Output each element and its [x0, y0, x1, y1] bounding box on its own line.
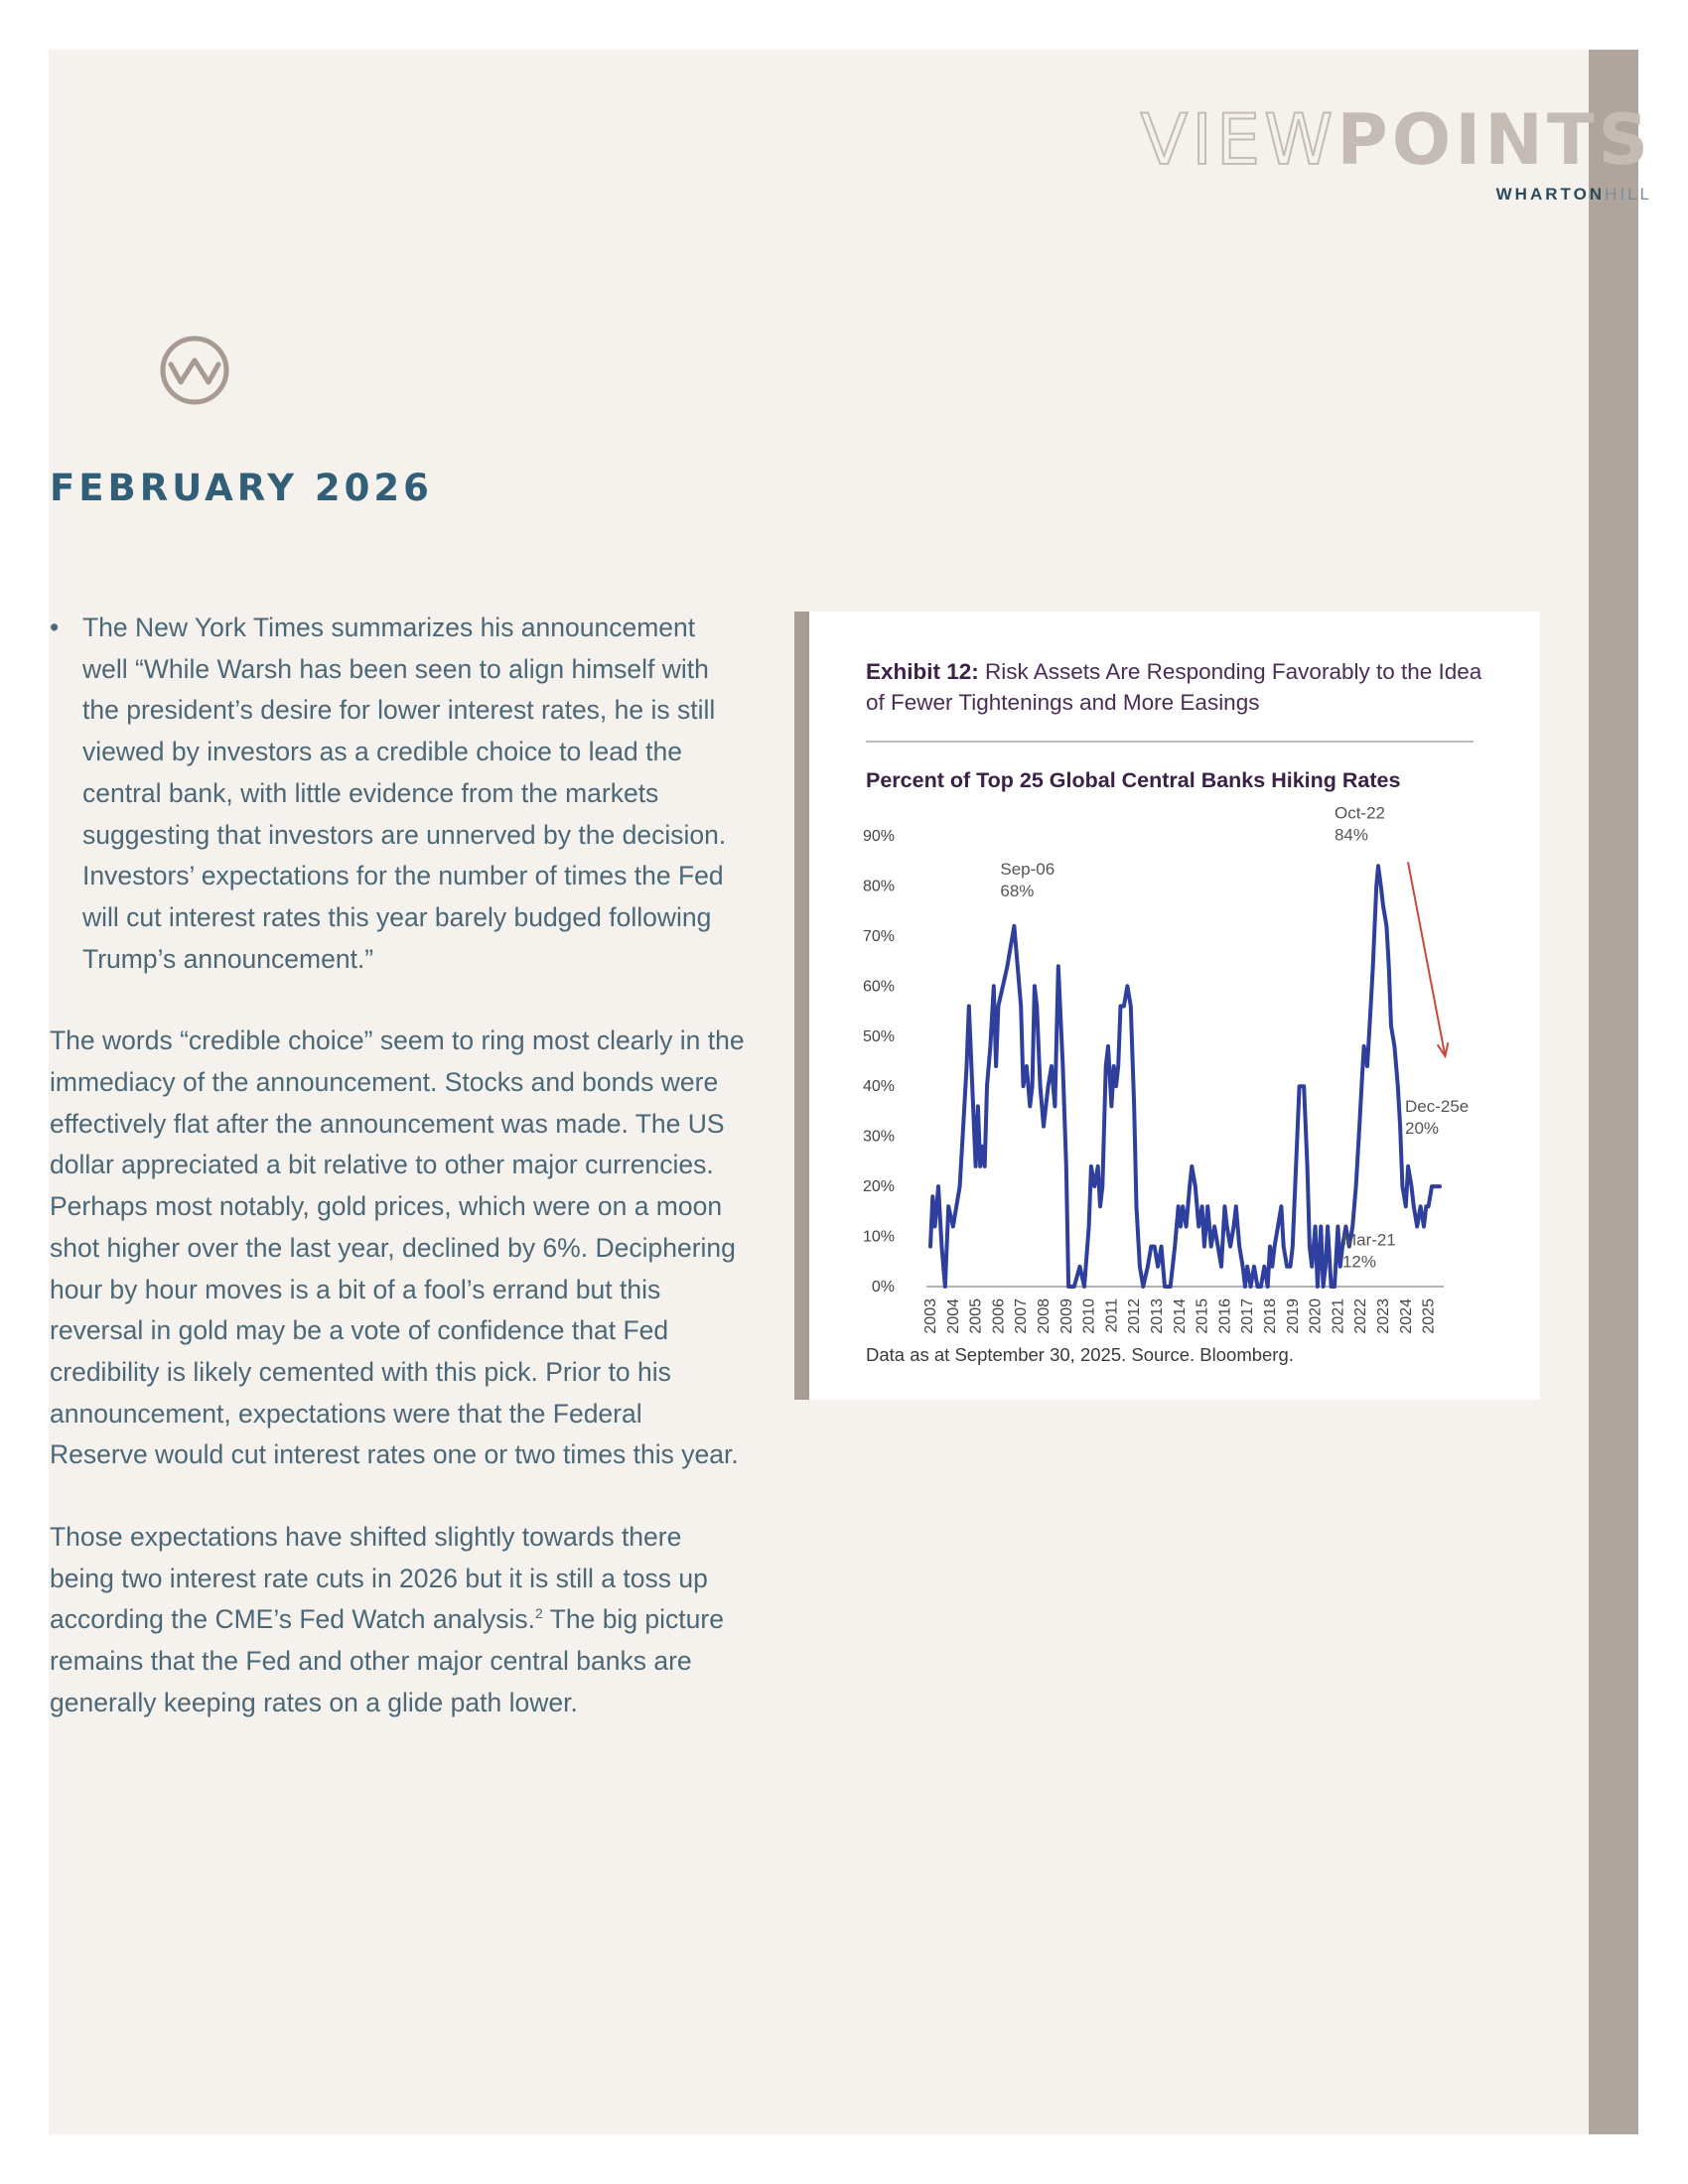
bullet-dot: • [50, 613, 60, 642]
hiking-rates-chart [794, 612, 1540, 1400]
x-tick-label: 2021 [1330, 1298, 1347, 1334]
x-tick-label: 2022 [1352, 1298, 1370, 1334]
paragraph-expectations-start: Those expectations have shifted slightly towards there being two interest rate cuts in 2026 but it is still a toss up according the CME’s Fed Watch analysis. [50, 1522, 708, 1635]
x-tick-label: 2007 [1013, 1298, 1031, 1334]
exhibit-label: Exhibit 12: [866, 659, 979, 684]
x-tick-label: 2015 [1194, 1298, 1211, 1334]
x-tick-label: 2013 [1149, 1298, 1166, 1334]
page-side-bar [1589, 50, 1638, 2134]
x-tick-label: 2016 [1216, 1298, 1234, 1334]
x-tick-label: 2012 [1126, 1298, 1144, 1334]
exhibit-source: Data as at September 30, 2025. Source. Bloomberg. [866, 1344, 1294, 1365]
x-tick-label: 2023 [1375, 1298, 1392, 1334]
date-heading: FEBRUARY 2026 [50, 467, 433, 509]
x-tick-label: 2005 [967, 1298, 985, 1334]
y-tick-label: 50% [862, 1027, 895, 1045]
annotation-value: 12% [1341, 1252, 1376, 1272]
brand-view-text: VIEW [1140, 99, 1337, 181]
annotation-value: 68% [1000, 881, 1035, 900]
quote-bullet [50, 608, 745, 980]
annotation-label: Oct-22 [1334, 803, 1386, 823]
x-tick-label: 2004 [944, 1298, 962, 1334]
annotation-label: Dec-25e [1405, 1097, 1470, 1117]
bullet-text: The New York Times summarizes his announcement well “While Warsh has been seen to align himself with the president’s desire for lower interest rates, he is still viewed by investors as a credible choice to lead the central bank, with little evidence from the markets suggesting that investors are unnerved by the decision. Investors’ expectations for the number of times the Fed will cut interest rates this year barely budged following Trump’s announcement.” [82, 613, 727, 974]
footnote-marker: 2 [534, 1605, 543, 1622]
x-tick-label: 2024 [1397, 1298, 1415, 1334]
annotation-label: Mar-21 [1341, 1230, 1396, 1250]
y-tick-label: 0% [871, 1279, 895, 1296]
annotation-value: 84% [1334, 825, 1369, 845]
x-tick-label: 2019 [1284, 1298, 1302, 1334]
x-tick-label: 2011 [1103, 1298, 1121, 1333]
series-line [930, 866, 1440, 1287]
brand-sub-hill: HILL [1605, 185, 1652, 204]
exhibit-title-text: Risk Assets Are Responding Favorably to the Idea of Fewer Tightenings and More Easings [866, 659, 1482, 715]
x-tick-label: 2006 [990, 1298, 1008, 1334]
annotation-label: Sep-06 [1000, 859, 1055, 879]
article-body [50, 608, 745, 1724]
x-tick-label: 2003 [922, 1298, 939, 1334]
x-tick-label: 2017 [1239, 1298, 1257, 1334]
viewpoints-logo [1140, 99, 1652, 205]
x-tick-label: 2014 [1171, 1298, 1189, 1334]
paragraph-credible-choice: The words “credible choice” seem to ring most clearly in the immediacy of the announcement. Stocks and bonds were effectively flat after the announcement was made. The US dollar appreciated a bit relative to other major currencies. Perhaps most notably, gold prices, which were on a moon shot higher over the last year, declined by 6%. Deciphering hour by hour moves is a bit of a fool’s errand but this reversal in gold may be a vote of confidence that Fed credibility is likely cemented with this pick. Prior to his announcement, expectations were that the Federal Reserve would cut interest rates one or two times this year. [50, 1025, 745, 1470]
brand-sub-wharton: WHARTON [1495, 185, 1606, 204]
y-tick-label: 90% [862, 828, 895, 845]
y-tick-label: 20% [862, 1178, 895, 1196]
y-tick-label: 40% [862, 1078, 895, 1096]
x-tick-label: 2025 [1420, 1298, 1438, 1334]
y-tick-label: 60% [862, 978, 895, 996]
brand-subtitle [1140, 185, 1652, 205]
exhibit-card [794, 612, 1540, 1400]
x-tick-label: 2018 [1262, 1298, 1279, 1334]
wharton-hill-w-emblem-icon [159, 335, 230, 406]
y-tick-label: 10% [862, 1228, 895, 1246]
brand-points-text: POINTS [1336, 99, 1652, 181]
x-tick-label: 2010 [1080, 1298, 1098, 1334]
brand-wordmark [1140, 99, 1652, 181]
x-tick-label: 2009 [1057, 1298, 1075, 1334]
y-tick-label: 30% [862, 1128, 895, 1146]
x-tick-label: 2008 [1036, 1298, 1053, 1334]
chart-title: Percent of Top 25 Global Central Banks Hiking Rates [866, 768, 1401, 792]
y-tick-label: 80% [862, 878, 895, 895]
paragraph-expectations [50, 1517, 745, 1724]
paragraph-expectations-end: The big picture remains that the Fed and other major central banks are generally keeping rates on a glide path lower. [50, 1604, 724, 1717]
y-tick-label: 70% [862, 927, 895, 945]
x-tick-label: 2020 [1307, 1298, 1325, 1334]
trend-arrow-line [1408, 862, 1445, 1056]
annotation-value: 20% [1405, 1119, 1440, 1139]
